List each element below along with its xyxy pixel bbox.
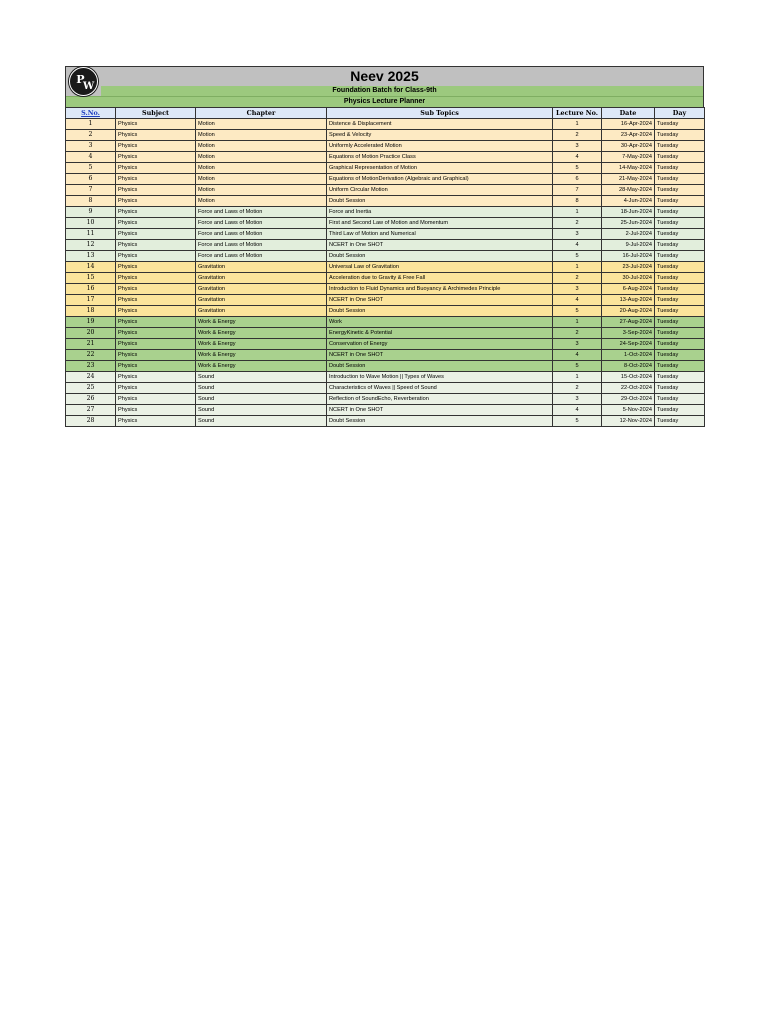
cell-subtopic: Reflection of SoundEcho, Reverberation (327, 394, 553, 405)
cell-date: 4-Jun-2024 (602, 196, 655, 207)
cell-day: Tuesday (655, 251, 705, 262)
lecture-planner-sheet (65, 66, 704, 427)
table-row (66, 284, 705, 295)
cell-subject: Physics (116, 152, 196, 163)
cell-lecture-no: 3 (553, 284, 602, 295)
cell-subtopic: Graphical Representation of Motion (327, 163, 553, 174)
svg-text:W: W (82, 80, 94, 92)
cell-chapter: Work & Energy (196, 317, 327, 328)
cell-subtopic: Third Law of Motion and Numerical (327, 229, 553, 240)
planner-subtitle: Physics Lecture Planner (66, 96, 703, 107)
cell-sno: 14 (66, 262, 116, 273)
cell-date: 9-Jul-2024 (602, 240, 655, 251)
col-header-lecture-no: Lecture No. (553, 108, 602, 119)
cell-day: Tuesday (655, 383, 705, 394)
col-header-chapter: Chapter (196, 108, 327, 119)
table-row (66, 306, 705, 317)
cell-chapter: Sound (196, 405, 327, 416)
cell-lecture-no: 2 (553, 273, 602, 284)
svg-text:P: P (75, 72, 84, 86)
cell-date: 13-Aug-2024 (602, 295, 655, 306)
cell-chapter: Motion (196, 141, 327, 152)
cell-date: 16-Jul-2024 (602, 251, 655, 262)
table-row (66, 141, 705, 152)
planner-header (65, 66, 704, 107)
cell-chapter: Motion (196, 130, 327, 141)
cell-sno: 18 (66, 306, 116, 317)
cell-day: Tuesday (655, 306, 705, 317)
cell-sno: 6 (66, 174, 116, 185)
cell-subject: Physics (116, 130, 196, 141)
table-row (66, 416, 705, 427)
table-row (66, 196, 705, 207)
table-row (66, 273, 705, 284)
cell-lecture-no: 1 (553, 372, 602, 383)
cell-date: 18-Jun-2024 (602, 207, 655, 218)
table-header-row (66, 108, 705, 119)
cell-day: Tuesday (655, 174, 705, 185)
col-header-date: Date (602, 108, 655, 119)
cell-subject: Physics (116, 141, 196, 152)
cell-date: 7-May-2024 (602, 152, 655, 163)
cell-subject: Physics (116, 185, 196, 196)
cell-subtopic: Equations of MotionDerivation (Algebraic and Graphical) (327, 174, 553, 185)
cell-subtopic: Universal Law of Gravitation (327, 262, 553, 273)
cell-lecture-no: 3 (553, 141, 602, 152)
cell-day: Tuesday (655, 295, 705, 306)
table-row (66, 163, 705, 174)
cell-date: 23-Jul-2024 (602, 262, 655, 273)
cell-lecture-no: 3 (553, 394, 602, 405)
cell-chapter: Sound (196, 416, 327, 427)
cell-sno: 4 (66, 152, 116, 163)
page-title: Neev 2025 (66, 67, 703, 86)
table-row (66, 328, 705, 339)
cell-chapter: Motion (196, 119, 327, 130)
cell-subject: Physics (116, 295, 196, 306)
cell-sno: 15 (66, 273, 116, 284)
cell-subtopic: Doubt Session (327, 361, 553, 372)
cell-day: Tuesday (655, 218, 705, 229)
cell-chapter: Gravitation (196, 284, 327, 295)
cell-lecture-no: 4 (553, 240, 602, 251)
cell-day: Tuesday (655, 152, 705, 163)
cell-subtopic: Uniform Circular Motion (327, 185, 553, 196)
cell-date: 20-Aug-2024 (602, 306, 655, 317)
cell-date: 1-Oct-2024 (602, 350, 655, 361)
table-row (66, 372, 705, 383)
cell-subject: Physics (116, 229, 196, 240)
cell-subtopic: First and Second Law of Motion and Momentum (327, 218, 553, 229)
cell-date: 29-Oct-2024 (602, 394, 655, 405)
cell-sno: 8 (66, 196, 116, 207)
cell-lecture-no: 1 (553, 119, 602, 130)
cell-chapter: Motion (196, 174, 327, 185)
table-row (66, 130, 705, 141)
table-row (66, 394, 705, 405)
cell-date: 23-Apr-2024 (602, 130, 655, 141)
cell-sno: 19 (66, 317, 116, 328)
cell-lecture-no: 4 (553, 295, 602, 306)
cell-subject: Physics (116, 284, 196, 295)
cell-day: Tuesday (655, 339, 705, 350)
cell-date: 8-Oct-2024 (602, 361, 655, 372)
table-row (66, 185, 705, 196)
cell-chapter: Gravitation (196, 306, 327, 317)
cell-sno: 23 (66, 361, 116, 372)
cell-date: 24-Sep-2024 (602, 339, 655, 350)
cell-lecture-no: 5 (553, 306, 602, 317)
table-row (66, 174, 705, 185)
table-row (66, 251, 705, 262)
cell-day: Tuesday (655, 185, 705, 196)
cell-subject: Physics (116, 196, 196, 207)
cell-chapter: Force and Laws of Motion (196, 229, 327, 240)
cell-chapter: Motion (196, 185, 327, 196)
cell-chapter: Work & Energy (196, 361, 327, 372)
cell-subject: Physics (116, 251, 196, 262)
cell-lecture-no: 7 (553, 185, 602, 196)
cell-sno: 25 (66, 383, 116, 394)
pw-logo-icon (69, 67, 98, 96)
cell-chapter: Motion (196, 163, 327, 174)
cell-date: 6-Aug-2024 (602, 284, 655, 295)
pw-logo (66, 67, 101, 96)
cell-sno: 26 (66, 394, 116, 405)
table-row (66, 339, 705, 350)
cell-chapter: Sound (196, 383, 327, 394)
cell-chapter: Gravitation (196, 262, 327, 273)
cell-subject: Physics (116, 350, 196, 361)
cell-day: Tuesday (655, 405, 705, 416)
cell-date: 16-Apr-2024 (602, 119, 655, 130)
cell-lecture-no: 2 (553, 383, 602, 394)
cell-subject: Physics (116, 361, 196, 372)
cell-subject: Physics (116, 394, 196, 405)
cell-subtopic: Distence & Displacement (327, 119, 553, 130)
cell-day: Tuesday (655, 130, 705, 141)
cell-sno: 10 (66, 218, 116, 229)
cell-subtopic: EnergyKinetic & Potential (327, 328, 553, 339)
cell-subtopic: Speed & Velocity (327, 130, 553, 141)
cell-date: 27-Aug-2024 (602, 317, 655, 328)
cell-subtopic: Uniformly Accelerated Motion (327, 141, 553, 152)
cell-day: Tuesday (655, 416, 705, 427)
cell-chapter: Motion (196, 196, 327, 207)
cell-date: 21-May-2024 (602, 174, 655, 185)
col-header-subtopics: Sub Topics (327, 108, 553, 119)
cell-lecture-no: 6 (553, 174, 602, 185)
cell-sno: 22 (66, 350, 116, 361)
table-row (66, 119, 705, 130)
cell-date: 25-Jun-2024 (602, 218, 655, 229)
cell-chapter: Force and Laws of Motion (196, 207, 327, 218)
cell-sno: 2 (66, 130, 116, 141)
pw-monogram (73, 71, 95, 93)
cell-day: Tuesday (655, 119, 705, 130)
cell-lecture-no: 3 (553, 229, 602, 240)
cell-chapter: Force and Laws of Motion (196, 240, 327, 251)
cell-subject: Physics (116, 218, 196, 229)
cell-date: 22-Oct-2024 (602, 383, 655, 394)
cell-sno: 21 (66, 339, 116, 350)
cell-date: 14-May-2024 (602, 163, 655, 174)
table-row (66, 218, 705, 229)
cell-chapter: Force and Laws of Motion (196, 218, 327, 229)
table-row (66, 262, 705, 273)
cell-subtopic: Work (327, 317, 553, 328)
cell-day: Tuesday (655, 372, 705, 383)
cell-day: Tuesday (655, 262, 705, 273)
cell-sno: 9 (66, 207, 116, 218)
cell-date: 2-Jul-2024 (602, 229, 655, 240)
cell-chapter: Sound (196, 372, 327, 383)
cell-lecture-no: 5 (553, 163, 602, 174)
table-body (66, 119, 705, 427)
cell-subtopic: Introduction to Fluid Dynamics and Buoyancy & Archimedes Principle (327, 284, 553, 295)
cell-chapter: Work & Energy (196, 339, 327, 350)
cell-lecture-no: 3 (553, 339, 602, 350)
cell-subject: Physics (116, 174, 196, 185)
cell-date: 30-Apr-2024 (602, 141, 655, 152)
cell-day: Tuesday (655, 350, 705, 361)
cell-lecture-no: 8 (553, 196, 602, 207)
cell-sno: 16 (66, 284, 116, 295)
cell-subject: Physics (116, 416, 196, 427)
cell-chapter: Force and Laws of Motion (196, 251, 327, 262)
cell-sno: 13 (66, 251, 116, 262)
cell-day: Tuesday (655, 328, 705, 339)
table-row (66, 350, 705, 361)
cell-subtopic: Force and Inertia (327, 207, 553, 218)
col-header-sno[interactable]: S.No. (66, 108, 116, 119)
cell-day: Tuesday (655, 229, 705, 240)
cell-date: 3-Sep-2024 (602, 328, 655, 339)
cell-subtopic: NCERT in One SHOT (327, 405, 553, 416)
table-row (66, 405, 705, 416)
cell-subtopic: Doubt Session (327, 306, 553, 317)
cell-day: Tuesday (655, 207, 705, 218)
table-row (66, 229, 705, 240)
cell-chapter: Work & Energy (196, 350, 327, 361)
cell-subtopic: NCERT in One SHOT (327, 350, 553, 361)
cell-date: 15-Oct-2024 (602, 372, 655, 383)
cell-day: Tuesday (655, 284, 705, 295)
table-row (66, 152, 705, 163)
cell-subject: Physics (116, 207, 196, 218)
cell-lecture-no: 1 (553, 207, 602, 218)
cell-subject: Physics (116, 163, 196, 174)
cell-day: Tuesday (655, 273, 705, 284)
cell-subtopic: Characteristics of Waves || Speed of Sound (327, 383, 553, 394)
cell-day: Tuesday (655, 361, 705, 372)
cell-sno: 5 (66, 163, 116, 174)
cell-sno: 1 (66, 119, 116, 130)
cell-lecture-no: 4 (553, 350, 602, 361)
cell-subject: Physics (116, 306, 196, 317)
table-row (66, 383, 705, 394)
cell-lecture-no: 1 (553, 317, 602, 328)
cell-subject: Physics (116, 372, 196, 383)
cell-day: Tuesday (655, 163, 705, 174)
cell-subtopic: Doubt Session (327, 196, 553, 207)
cell-subject: Physics (116, 405, 196, 416)
cell-subject: Physics (116, 328, 196, 339)
table-row (66, 240, 705, 251)
cell-subject: Physics (116, 339, 196, 350)
cell-sno: 7 (66, 185, 116, 196)
cell-lecture-no: 4 (553, 152, 602, 163)
cell-day: Tuesday (655, 141, 705, 152)
batch-subtitle: Foundation Batch for Class-9th (66, 86, 703, 96)
cell-subtopic: NCERT in One SHOT (327, 295, 553, 306)
cell-day: Tuesday (655, 196, 705, 207)
cell-lecture-no: 2 (553, 130, 602, 141)
cell-chapter: Work & Energy (196, 328, 327, 339)
cell-day: Tuesday (655, 394, 705, 405)
cell-sno: 27 (66, 405, 116, 416)
cell-subject: Physics (116, 262, 196, 273)
cell-lecture-no: 5 (553, 361, 602, 372)
cell-subtopic: Conservation of Energy (327, 339, 553, 350)
cell-subtopic: Equations of Motion Practice Class (327, 152, 553, 163)
cell-date: 5-Nov-2024 (602, 405, 655, 416)
cell-lecture-no: 2 (553, 218, 602, 229)
cell-sno: 17 (66, 295, 116, 306)
cell-subtopic: Doubt Session (327, 251, 553, 262)
cell-lecture-no: 5 (553, 416, 602, 427)
cell-subtopic: Doubt Session (327, 416, 553, 427)
cell-subject: Physics (116, 317, 196, 328)
cell-day: Tuesday (655, 317, 705, 328)
cell-lecture-no: 2 (553, 328, 602, 339)
col-header-day: Day (655, 108, 705, 119)
cell-subject: Physics (116, 273, 196, 284)
cell-lecture-no: 1 (553, 262, 602, 273)
cell-chapter: Motion (196, 152, 327, 163)
cell-date: 30-Jul-2024 (602, 273, 655, 284)
lecture-table (65, 107, 705, 427)
table-row (66, 361, 705, 372)
cell-subject: Physics (116, 383, 196, 394)
cell-chapter: Gravitation (196, 295, 327, 306)
table-row (66, 295, 705, 306)
cell-subtopic: NCERT in One SHOT (327, 240, 553, 251)
cell-subject: Physics (116, 119, 196, 130)
cell-sno: 24 (66, 372, 116, 383)
cell-day: Tuesday (655, 240, 705, 251)
table-row (66, 207, 705, 218)
col-header-subject: Subject (116, 108, 196, 119)
cell-subject: Physics (116, 240, 196, 251)
cell-chapter: Sound (196, 394, 327, 405)
cell-sno: 20 (66, 328, 116, 339)
cell-chapter: Gravitation (196, 273, 327, 284)
cell-sno: 28 (66, 416, 116, 427)
cell-sno: 12 (66, 240, 116, 251)
cell-subtopic: Acceleration due to Gravity & Free Fall (327, 273, 553, 284)
table-row (66, 317, 705, 328)
cell-sno: 3 (66, 141, 116, 152)
cell-date: 28-May-2024 (602, 185, 655, 196)
cell-date: 12-Nov-2024 (602, 416, 655, 427)
cell-sno: 11 (66, 229, 116, 240)
cell-lecture-no: 5 (553, 251, 602, 262)
cell-lecture-no: 4 (553, 405, 602, 416)
cell-subtopic: Introduction to Wave Motion || Types of Waves (327, 372, 553, 383)
